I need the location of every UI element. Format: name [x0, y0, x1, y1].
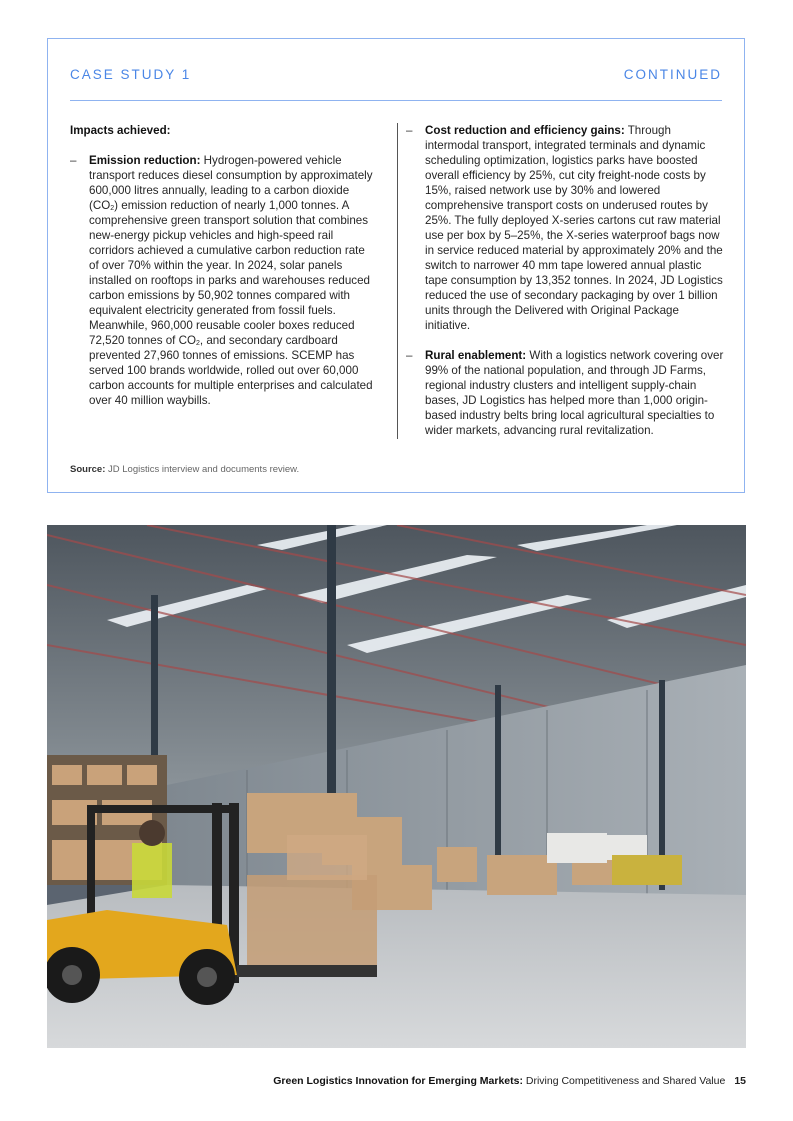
item-body-c: , and secondary cardboard prevented 27,960 tonnes of emissions. SCEMP has served 100 brands worldwide, rolled out over 60,000 carbon accounts for multiple enterprises and calculated over 40 million waybills.	[89, 334, 373, 407]
page-footer	[273, 1075, 746, 1087]
item-title: Rural enablement:	[425, 349, 527, 362]
item-body-a: Hydrogen-powered vehicle transport reduces diesel consumption by approximately 600,000 litres annually, leading to a carbon dioxide (CO	[89, 154, 373, 212]
footer-title-bold: Green Logistics Innovation for Emerging Markets:	[273, 1075, 523, 1087]
source-label: Source:	[70, 464, 106, 475]
warehouse-illustration	[47, 525, 746, 1048]
source-note	[70, 464, 299, 475]
list-item-rural	[406, 348, 724, 438]
source-text: JD Logistics interview and documents review.	[105, 464, 300, 475]
impacts-heading: Impacts achieved:	[70, 124, 171, 137]
subscript: 2	[196, 340, 200, 347]
list-item-text	[425, 348, 724, 438]
continued-label: CONTINUED	[623, 67, 722, 82]
item-title: Emission reduction:	[89, 154, 201, 167]
warehouse-forklift-photo	[47, 525, 746, 1048]
item-body-b: ) emission reduction of nearly 1,000 tonnes. A comprehensive green transport solution that combines new-energy pickup vehicles and high-speed rail corridors achieved a cumulative carbon reduction rate of over 70% within the year. In 2024, solar panels installed on rooftops in parks and warehouses reduced carbon emissions by 50,902 tonnes compared with equivalent electricity generated from fossil fuels. Meanwhile, 960,000 reusable cooler boxes reduced 72,520 tonnes of CO	[89, 199, 371, 347]
case-study-label: CASE STUDY 1	[70, 67, 192, 82]
dash-bullet: –	[406, 124, 413, 137]
case-study-box	[47, 38, 745, 493]
page-number: 15	[734, 1075, 746, 1087]
column-divider	[397, 123, 398, 439]
right-column	[406, 123, 724, 453]
item-body: With a logistics network covering over 99% of the national population, and through JD Farms, regional industry clusters and intelligent supply-chain bases, JD Logistics has helped more than 1,000 origin-based industry belts bring local agricultural specialties to wider markets, advancing rural revitalization.	[425, 349, 724, 437]
dash-bullet: –	[70, 154, 77, 167]
list-item-text	[425, 123, 724, 333]
header-divider	[70, 100, 722, 101]
footer-title-rest: Driving Competitiveness and Shared Value	[522, 1075, 726, 1087]
list-item-text	[89, 153, 376, 408]
subscript: 2	[110, 205, 115, 212]
yellow-pallets	[612, 855, 682, 885]
list-item-emission	[70, 153, 376, 408]
dash-bullet: –	[406, 349, 413, 362]
list-item-cost	[406, 123, 724, 333]
left-column	[70, 123, 376, 423]
item-title: Cost reduction and efficiency gains:	[425, 124, 625, 137]
item-body: Through intermodal transport, integrated terminals and dynamic scheduling optimization, logistics parks have boosted overall efficiency by 25%, cut city freight-node costs by 15%, raised network use by 30% and lowered comprehensive transport costs on underused routes by 25%. The fully deployed X-series cartons cut raw material use per box by 5–25%, the X-series waterproof bags now in service reduced material by approximately 20% and the switch to narrower 40 mm tape lowered annual plastic tape consumption by 13,352 tonnes. In 2024, JD Logistics reduced the use of secondary packaging by over 1 billion units through the Delivered with Original Package initiative.	[425, 124, 723, 332]
case-study-header	[70, 67, 722, 82]
